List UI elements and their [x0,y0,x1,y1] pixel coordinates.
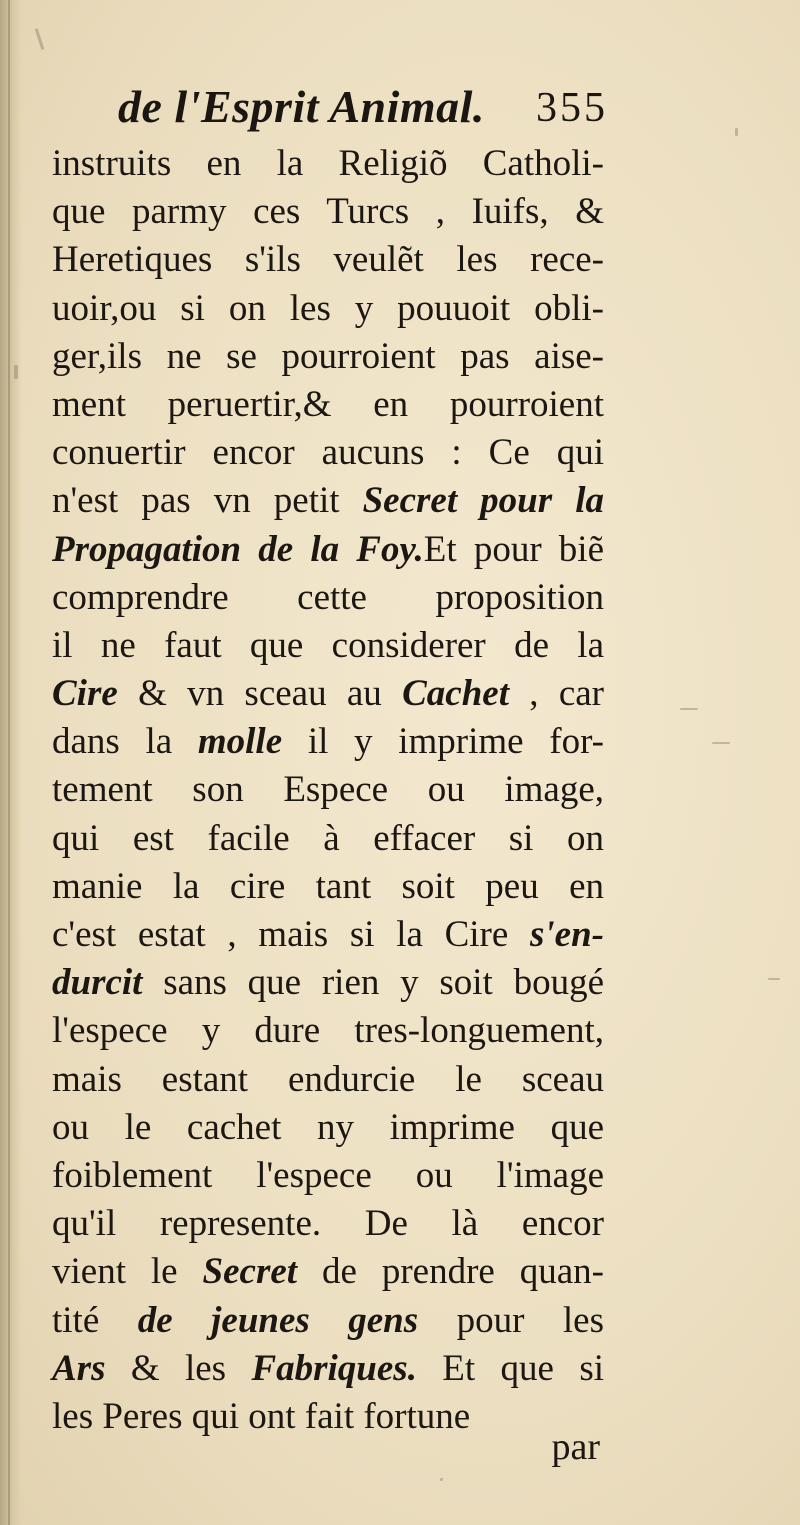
text-segment: & vn sceau au [117,673,403,715]
text-line [52,622,604,670]
text-line [52,236,604,284]
text-segment: vient le [52,1251,203,1293]
text-line [52,959,604,1007]
italic-segment: Secret [202,1251,298,1293]
text-line [52,526,604,574]
text-line [52,1152,604,1200]
italic-segment: Fabriques. [251,1347,417,1389]
text-segment: ger,ils ne se pourroient pas aise- [52,335,604,377]
text-line [52,285,604,333]
body-text [52,140,604,1441]
text-line [52,718,604,766]
text-segment: de prendre quan- [297,1251,605,1293]
text-line [52,1200,604,1248]
text-segment: comprendre cette proposition [52,576,604,618]
text-line [52,1104,604,1152]
italic-segment: de jeunes gens [137,1299,419,1341]
text-segment: qu'il represente. De là encor [52,1203,604,1245]
text-line [52,188,604,236]
text-segment: & les [105,1347,252,1389]
text-segment: mais estant endurcie le sceau [52,1058,604,1100]
text-segment: manie la cire tant soit peu en [52,865,604,907]
text-line [52,1056,604,1104]
italic-segment: Cire [52,673,118,715]
text-segment: conuertir encor aucuns : Ce qui [52,432,604,474]
ink-speck [14,365,18,379]
italic-segment: molle [197,721,283,763]
italic-segment: s'en- [530,914,604,955]
text-segment: dans la [52,721,198,763]
text-segment: les Peres qui ont fait fortune [52,1395,471,1437]
text-line [52,1248,604,1296]
text-line [52,670,604,718]
text-line [52,863,604,911]
text-segment: tement son Espece ou image, [52,769,604,811]
text-segment: instruits en la Religiõ Catholi- [52,143,604,184]
italic-segment: durcit [52,962,143,1004]
text-segment: que parmy ces Turcs , Iuifs, & [52,191,604,233]
page-binding-edge [0,0,22,1525]
text-segment: pour les [418,1299,604,1341]
italic-segment: Ars [52,1347,106,1389]
running-title: de l'Esprit Animal. [118,81,485,132]
text-segment: ou le cachet ny imprime que [52,1106,604,1148]
text-segment: tité [52,1299,138,1341]
text-segment: uoir,ou si on les y pouuoit obli- [52,287,604,329]
gutter-line [8,0,10,1525]
text-line [52,1345,604,1393]
text-line [52,815,604,863]
page-number: 355 [536,85,608,131]
text-segment: qui est facile à effacer si on [52,817,604,859]
italic-segment: Propagation de la Foy. [52,528,424,570]
ink-speck [35,28,45,50]
text-segment: l'espece y dure tres-longuement, [52,1010,604,1052]
text-line [52,1297,604,1345]
text-line [52,911,604,959]
catchword: par [551,1426,600,1468]
text-line [52,477,604,525]
text-segment: il ne faut que considerer de la [52,624,604,666]
text-segment: foiblement l'espece ou l'image [52,1154,604,1196]
ink-speck [680,708,698,710]
text-segment: ment peruertir,& en pourroient [52,383,604,425]
ink-speck [712,742,730,744]
text-line [52,1007,604,1055]
text-line [52,381,604,429]
ink-speck [735,128,738,136]
text-segment: il y imprime for- [282,721,604,763]
italic-segment: Secret pour la [362,480,604,522]
ink-speck [440,1478,443,1481]
text-line [52,333,604,381]
text-segment: sans que rien y soit bougé [142,962,604,1004]
text-segment: Et que si [416,1347,604,1389]
page-header [118,80,608,138]
ink-speck [768,978,780,980]
text-segment: n'est pas vn petit [52,480,363,522]
text-line [52,766,604,814]
text-line [52,574,604,622]
text-segment: Heretiques s'ils veulẽt les rece- [52,239,604,281]
text-segment: , car [509,673,604,715]
text-segment: Et pour biẽ [423,528,604,570]
text-line [52,140,604,188]
italic-segment: Cachet [402,673,509,715]
text-line [52,429,604,477]
text-line [52,1393,604,1441]
text-segment: c'est estat , mais si la Cire [52,914,530,955]
